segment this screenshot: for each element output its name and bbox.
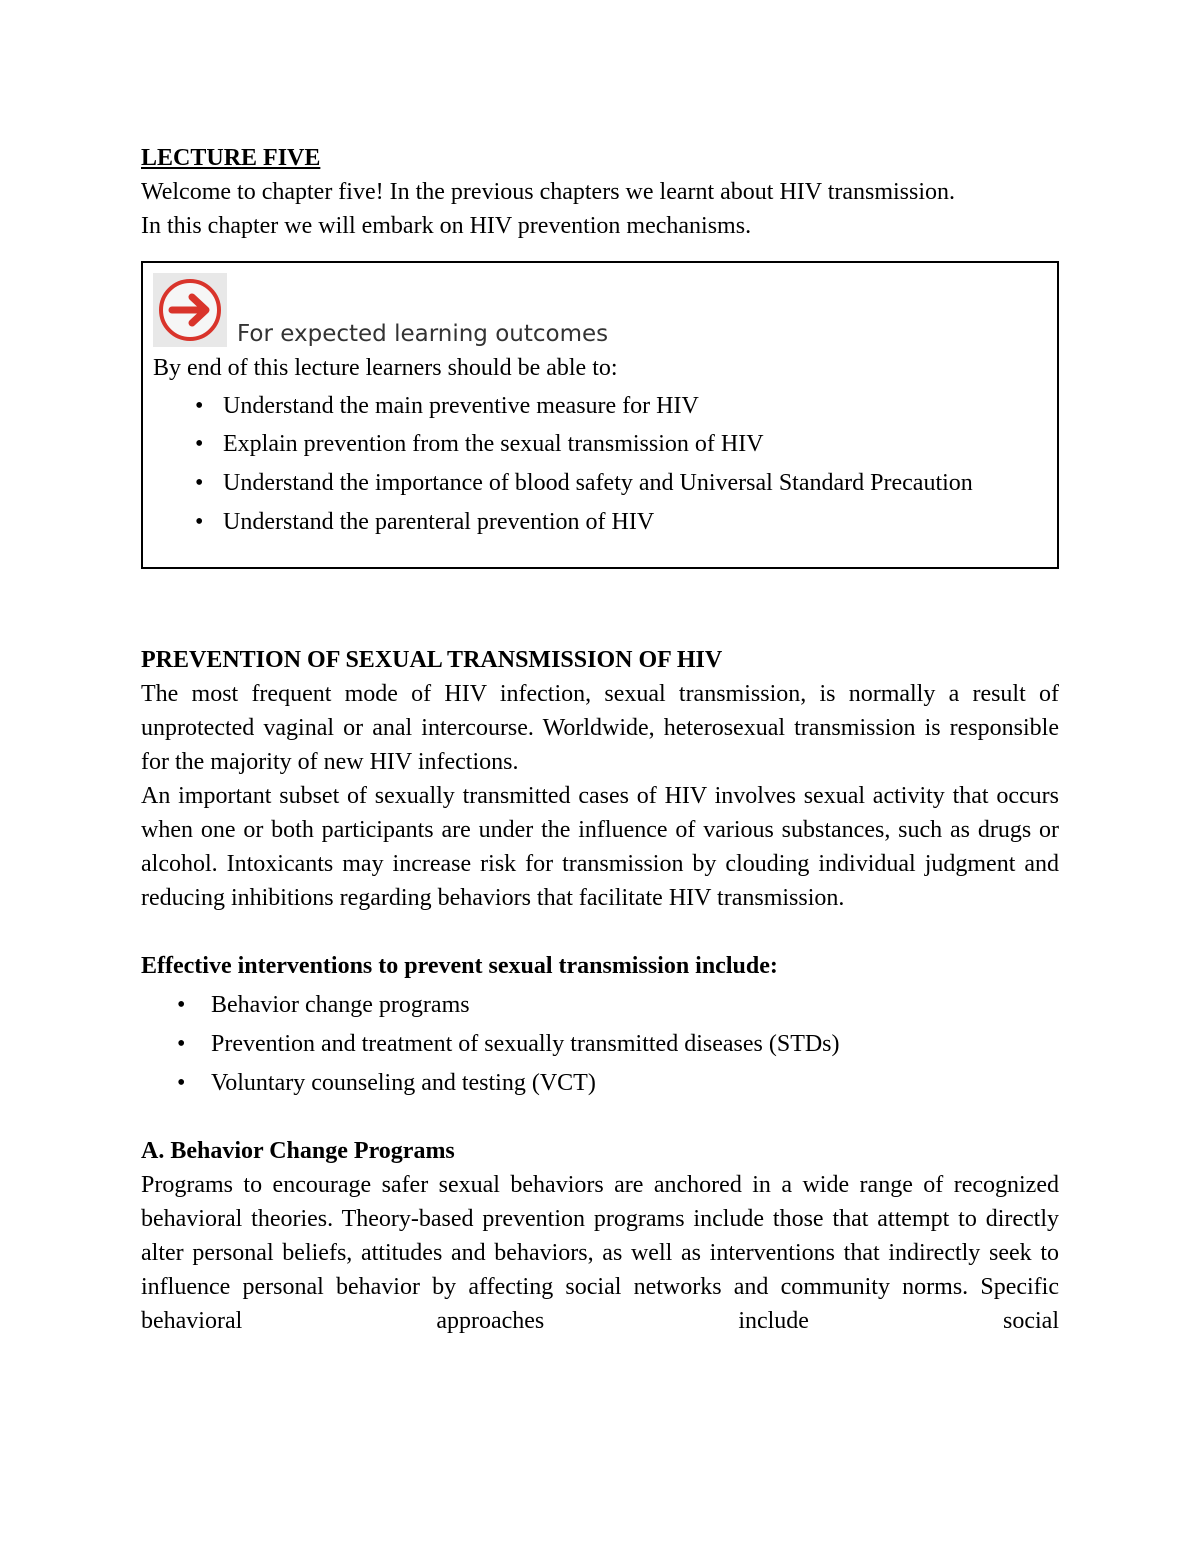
outcomes-list — [153, 389, 1047, 539]
arrow-right-icon — [153, 273, 227, 347]
intervention-item: • Prevention and treatment of sexually transmitted diseases (STDs) — [141, 1027, 1059, 1061]
learning-outcomes-box — [141, 261, 1059, 569]
behavior-change-paragraph: Programs to encourage safer sexual behaviors are anchored in a wide range of recognized behavioral theories. Theory-based prevention programs include those that attempt to directly alter personal beliefs, attitudes and behaviors, as well as interventions that indirectly seek to influence personal behavior by affecting social networks and community norms. Specific behavioral approaches include social — [141, 1172, 1059, 1334]
intro-line-2: In this chapter we will embark on HIV prevention mechanisms. — [141, 213, 752, 239]
prevention-heading: PREVENTION OF SEXUAL TRANSMISSION OF HIV — [141, 647, 723, 673]
page-content — [141, 141, 1059, 1338]
interventions-list — [141, 988, 1059, 1100]
outcomes-label: For expected learning outcomes — [237, 321, 609, 347]
lecture-title: LECTURE FIVE — [141, 145, 321, 171]
outcome-item: • Explain prevention from the sexual transmission of HIV — [153, 427, 1047, 461]
prevention-paragraph-2: An important subset of sexually transmitted cases of HIV involves sexual activity that occurs when one or both participants are under the influence of various substances, such as drugs or alcohol. Intoxicants may increase risk for transmission by clouding individual judgment and reducing inhibitions regarding behaviors that facilitate HIV transmission. — [141, 783, 1059, 911]
prevention-paragraph-1: The most frequent mode of HIV infection, sexual transmission, is normally a result of unprotected vaginal or anal intercourse. Worldwide, heterosexual transmission is responsible for the majority of new HIV infections. — [141, 681, 1059, 775]
behavior-change-heading: A. Behavior Change Programs — [141, 1138, 455, 1164]
outcome-item: • Understand the main preventive measure for HIV — [153, 389, 1047, 423]
outcomes-header — [153, 263, 1047, 347]
intervention-item: • Behavior change programs — [141, 988, 1059, 1022]
interventions-heading: Effective interventions to prevent sexual transmission include: — [141, 953, 778, 979]
outcomes-intro: By end of this lecture learners should be able to: — [153, 355, 618, 381]
outcome-item: • Understand the importance of blood safety and Universal Standard Precaution — [153, 465, 1047, 501]
outcome-item: • Understand the parenteral prevention of HIV — [153, 505, 1047, 539]
intro-line-1: Welcome to chapter five! In the previous chapters we learnt about HIV transmission. — [141, 179, 956, 205]
intervention-item: • Voluntary counseling and testing (VCT) — [141, 1066, 1059, 1100]
